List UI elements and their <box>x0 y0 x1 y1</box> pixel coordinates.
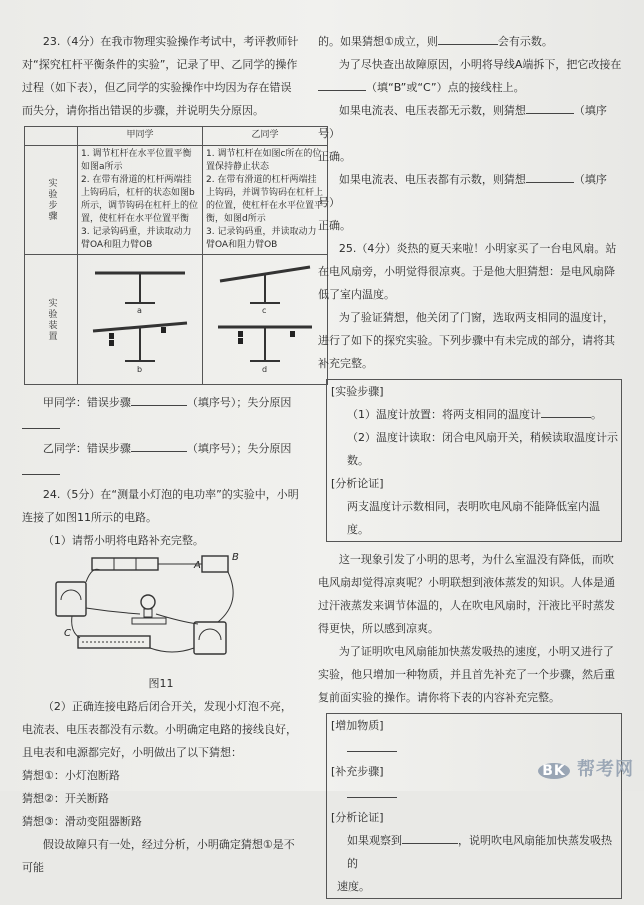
fig-label-a: a <box>137 306 142 315</box>
r-line-1: 的。如果猜想①成立，则 会有示数。 <box>318 30 623 53</box>
lever-figures-ab <box>81 257 199 377</box>
r-line-4: 如果电流表、电压表都无示数，则猜想 （填序号） <box>318 99 623 145</box>
r-line-3: （填“B”或“C”）点的接线柱上。 <box>318 76 623 99</box>
blank-guess-b[interactable] <box>526 170 574 183</box>
guess-1: 猜想①：小灯泡断路 <box>22 769 120 782</box>
blank-observation[interactable] <box>402 831 458 844</box>
blank-point[interactable] <box>318 78 366 91</box>
box1-step-2: （2）温度计读取：闭合电风扇开关，稍候读取温度计示数。 <box>347 431 618 467</box>
blank-a-step[interactable] <box>131 393 187 406</box>
q25-p2: 为了验证猜想，他关闭了门窗，选取两支相同的温度计，进行了如下的探究实验。下列步骤中有未完成的部分，请将其补充完整。 <box>318 311 615 370</box>
row-label-steps: 实验步骤 <box>25 146 78 255</box>
r-line-5: 正确。 <box>318 150 351 163</box>
blank-b-reason[interactable] <box>22 462 60 475</box>
q25-p4: 为了证明吹电风扇能加快蒸发吸热的速度，小明又进行了实验，他只增加一种物质，并且首先补充了一个步骤，然后重复前面实验的操作。请你将下表的内容补充完整。 <box>318 645 615 704</box>
watermark <box>538 755 634 781</box>
q23-table <box>24 126 328 385</box>
blank-a-reason[interactable] <box>22 416 60 429</box>
box1-step-1: （1）温度计放置：将两支相同的温度计 。 <box>327 403 621 426</box>
answer-line-a: 甲同学：错误步骤 （填序号）；失分原因 <box>22 391 300 437</box>
svg-text:C: C <box>64 628 71 639</box>
row-label-apparatus: 实验装置 <box>25 255 78 385</box>
circuit-diagram-icon <box>52 552 262 670</box>
q24-stem: 24.（5分）在“测量小灯泡的电功率”的实验中，小明连接了如图11所示的电路。 <box>22 488 299 524</box>
lever-b-icon <box>93 323 187 361</box>
blank-placement[interactable] <box>541 405 591 418</box>
q24-sub2: （2）正确连接电路后闭合开关，发现小灯泡不亮，电流表、电压表都没有示数。小明确定电路的接线良好，且电表和电源都完好，小明做出了以下猜想： <box>22 700 297 759</box>
lever-d-icon <box>218 327 312 361</box>
box2-heading-substance: [增加物质] <box>331 719 384 732</box>
box2-analysis: 如果观察到 ，说明吹电风扇能加快蒸发吸热的 <box>327 829 621 875</box>
fig-caption: 图11 <box>148 677 174 690</box>
q24-last-line: 假设故障只有一处，经过分析，小明确定猜想①是不可能 <box>22 838 295 874</box>
lever-c-icon <box>220 267 310 303</box>
table-header-a: 甲同学 <box>78 127 203 146</box>
guess-3: 猜想③：滑动变阻器断路 <box>22 815 142 828</box>
left-column <box>22 30 324 879</box>
q23-stem: 23.（4分）在我市物理实验操作考试中，考评教师针对“探究杠杆平衡条件的实验”，记录了甲、乙同学的操作过程（如下表），但乙同学的实验操作中均因为存在错误而失分，请你指出错误的步骤，并说明失分原因。 <box>22 35 299 117</box>
fig-label-c: c <box>262 306 267 315</box>
box2-heading-analysis: [分析论证] <box>331 811 384 824</box>
box1-analysis: 两支温度计示数相同，表明吹电风扇不能降低室内温度。 <box>347 500 600 536</box>
watermark-text: 帮考网 <box>577 759 634 780</box>
answer-line-b: 乙同学：错误步骤 （填序号）；失分原因 <box>22 437 300 483</box>
q24-sub1: （1）请帮小明将电路补充完整。 <box>42 534 204 547</box>
steps-box <box>326 379 622 542</box>
blank-guess-a[interactable] <box>526 101 574 114</box>
circuit-figure <box>52 552 300 672</box>
steps-a: 1. 调节杠杆在水平位置平衡如图a所示 2. 在带有滑道的杠杆两端挂上钩码后，杠杆的状态如图b所示，调节钩码在杠杆上的位置，使杠杆在水平位置平衡 3. 记录钩码重，并读取动力臂OA和阻力臂OB <box>78 146 203 255</box>
r-line-2: 为了尽快查出故障原因，小明将导线A端拆下，把它改接在 <box>338 58 622 71</box>
fig-label-b: b <box>137 365 143 374</box>
table-header-b: 乙同学 <box>203 127 328 146</box>
q25-stem: 25.（4分）炎热的夏天来啦！小明家买了一台电风扇。站在电风扇旁，小明觉得很凉爽。于是他大胆猜想：是电风扇降低了室内温度。 <box>318 242 617 301</box>
steps-b: 1. 调节杠杆在如图c所在的位置保持静止状态 2. 在带有滑道的杠杆两端挂上钩码，并调节钩码在杠杆上的位置，使杠杆在水平位置平衡，如图d所示 3. 记录钩码重，并读取动力臂OA和阻力臂OB <box>203 146 328 255</box>
watermark-logo-icon: BK <box>538 763 570 779</box>
box2-heading-step: [补充步骤] <box>331 765 384 778</box>
blank-b-step[interactable] <box>131 439 187 452</box>
svg-text:B: B <box>232 552 239 563</box>
lever-figures-cd <box>206 257 324 377</box>
blank-step[interactable] <box>347 785 397 798</box>
box1-heading-analysis: [分析论证] <box>331 477 384 490</box>
q25-p3: 这一现象引发了小明的思考，为什么室温没有降低，而吹电风扇却觉得凉爽呢？小明联想到液体蒸发的知识。人体是通过汗液蒸发来调节体温的，人在吹电风扇时，汗液比平时蒸发得更快，所以感到凉爽。 <box>318 553 615 635</box>
guess-2: 猜想②：开关断路 <box>22 792 109 805</box>
r-line-7: 正确。 <box>318 219 351 232</box>
fig-label-d: d <box>262 365 268 374</box>
apparatus-a <box>78 255 203 385</box>
apparatus-b <box>203 255 328 385</box>
lever-a-icon <box>95 273 185 303</box>
r-line-6: 如果电流表、电压表都有示数，则猜想 （填序号） <box>318 168 623 214</box>
blank-meter[interactable] <box>438 32 498 45</box>
blank-substance[interactable] <box>347 739 397 752</box>
supplement-box <box>326 713 622 899</box>
svg-text:A: A <box>194 560 201 571</box>
box1-heading-steps: [实验步骤] <box>331 385 384 398</box>
box2-analysis-end: 速度。 <box>337 880 370 893</box>
